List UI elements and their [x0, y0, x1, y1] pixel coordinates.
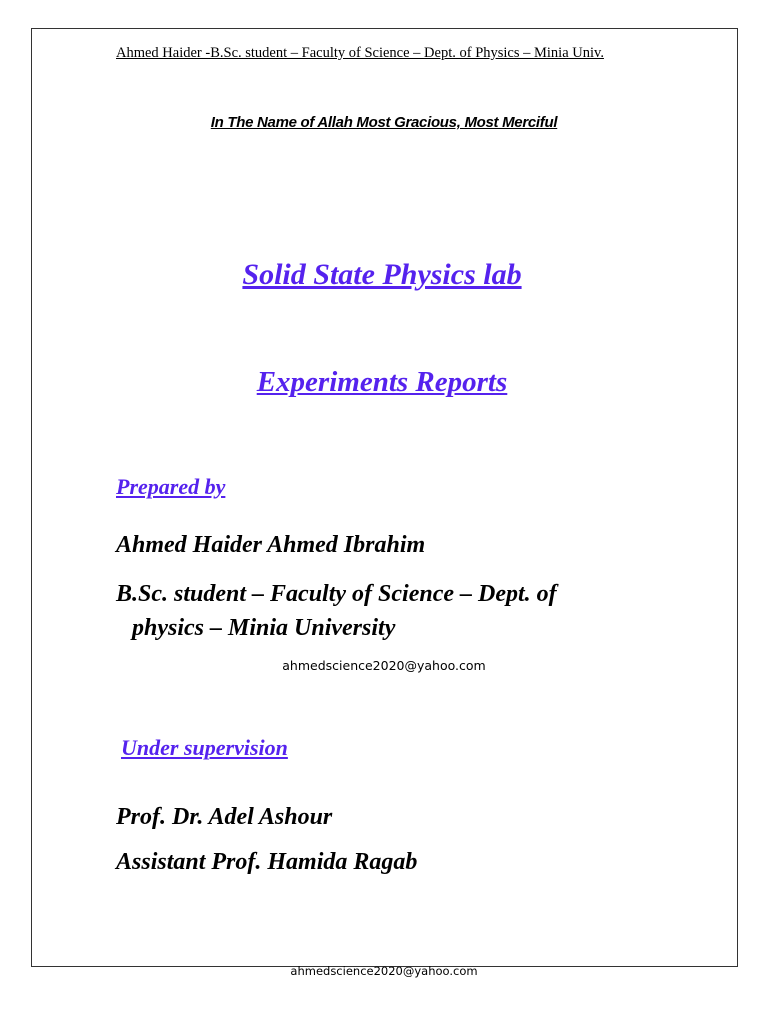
bismillah: In The Name of Allah Most Gracious, Most Merciful	[210, 114, 558, 131]
document-title: Solid State Physics lab	[242, 258, 522, 291]
affiliation-line-2: physics – Minia University	[132, 615, 396, 641]
document-subtitle: Experiments Reports	[256, 366, 508, 398]
author-email: ahmedscience2020@yahoo.com	[282, 658, 486, 673]
page-header: Ahmed Haider -B.Sc. student – Faculty of Science – Dept. of Physics – Minia Univ.	[116, 45, 604, 61]
supervision-label: Under supervision	[121, 735, 288, 760]
prepared-by-label: Prepared by	[116, 474, 226, 499]
author-name: Ahmed Haider Ahmed Ibrahim	[116, 532, 426, 558]
author-affiliation	[116, 577, 656, 645]
supervisor-1: Prof. Dr. Adel Ashour	[116, 804, 333, 830]
footer-email: ahmedscience2020@yahoo.com	[290, 964, 478, 978]
affiliation-line-1: B.Sc. student – Faculty of Science – Dept. of	[116, 581, 557, 607]
supervisor-2: Assistant Prof. Hamida Ragab	[116, 849, 418, 875]
